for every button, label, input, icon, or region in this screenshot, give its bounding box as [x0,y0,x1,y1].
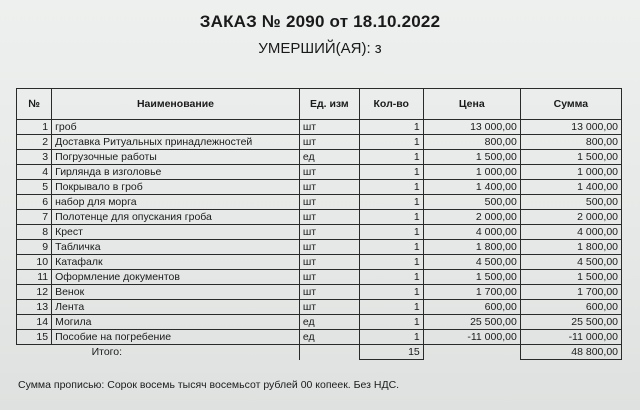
row-name: Крест [52,225,300,240]
order-title: ЗАКАЗ № 2090 от 18.10.2022 [199,12,441,31]
row-price: 1 000,00 [423,165,520,180]
row-quantity: 1 [359,210,423,225]
row-sum: 2 000,00 [520,210,621,225]
row-sum: 1 500,00 [520,150,621,165]
row-sum: 13 000,00 [520,120,621,135]
row-price: 1 800,00 [423,240,520,255]
row-name: Полотенце для опускания гроба [52,210,300,225]
table-row [17,270,622,285]
row-unit: шт [299,180,359,195]
table-row [17,180,622,195]
header-sum: Сумма [520,89,621,120]
row-sum: 800,00 [520,135,621,150]
total-quantity: 15 [359,345,423,360]
row-unit: шт [299,285,359,300]
row-price: 1 700,00 [423,285,520,300]
row-unit: шт [299,135,359,150]
table-row [17,300,622,315]
row-price: 1 500,00 [423,270,520,285]
row-number: 14 [17,315,52,330]
order-table [16,88,622,360]
row-price: 13 000,00 [423,120,520,135]
row-number: 4 [17,165,52,180]
table-row [17,150,622,165]
row-number: 5 [17,180,52,195]
row-name: Оформление документов [52,270,300,285]
row-unit: шт [299,255,359,270]
row-number: 10 [17,255,52,270]
row-number: 8 [17,225,52,240]
row-sum: 500,00 [520,195,621,210]
row-sum: 25 500,00 [520,315,621,330]
header-quantity: Кол-во [359,89,423,120]
row-quantity: 1 [359,225,423,240]
row-quantity: 1 [359,255,423,270]
row-unit: шт [299,225,359,240]
row-quantity: 1 [359,300,423,315]
row-name: гроб [52,120,300,135]
row-number: 3 [17,150,52,165]
row-sum: 4 000,00 [520,225,621,240]
row-sum: 1 700,00 [520,285,621,300]
row-number: 11 [17,270,52,285]
header-unit: Ед. изм [299,89,359,120]
total-sum: 48 800,00 [520,345,621,360]
row-unit: шт [299,120,359,135]
row-quantity: 1 [359,150,423,165]
row-price: 4 500,00 [423,255,520,270]
row-number: 9 [17,240,52,255]
row-number: 12 [17,285,52,300]
row-price: -11 000,00 [423,330,520,345]
row-unit: шт [299,210,359,225]
row-quantity: 1 [359,135,423,150]
row-quantity: 1 [359,240,423,255]
row-name: Пособие на погребение [52,330,300,345]
row-name: Доставка Ритуальных принадлежностей [52,135,300,150]
row-name: Могила [52,315,300,330]
row-sum: 1 400,00 [520,180,621,195]
row-name: Лента [52,300,300,315]
table-row [17,135,622,150]
table-row [17,225,622,240]
row-sum: 4 500,00 [520,255,621,270]
table-header-row [17,89,622,120]
total-row [17,345,622,360]
row-sum: -11 000,00 [520,330,621,345]
row-unit: ед [299,330,359,345]
row-price: 800,00 [423,135,520,150]
table-row [17,255,622,270]
table-row [17,165,622,180]
row-price: 600,00 [423,300,520,315]
row-price: 500,00 [423,195,520,210]
row-price: 2 000,00 [423,210,520,225]
row-quantity: 1 [359,285,423,300]
row-unit: ед [299,315,359,330]
row-unit: шт [299,240,359,255]
row-quantity: 1 [359,270,423,285]
row-quantity: 1 [359,330,423,345]
header-number: № [17,89,52,120]
header-price: Цена [423,89,520,120]
table-row [17,315,622,330]
row-number: 6 [17,195,52,210]
row-unit: шт [299,195,359,210]
row-quantity: 1 [359,165,423,180]
row-sum: 600,00 [520,300,621,315]
row-name: набор для морга [52,195,300,210]
row-price: 25 500,00 [423,315,520,330]
table-row [17,120,622,135]
row-quantity: 1 [359,195,423,210]
row-unit: шт [299,270,359,285]
table-row [17,195,622,210]
row-price: 1 500,00 [423,150,520,165]
deceased-line: УМЕРШИЙ(АЯ): з [258,40,382,57]
row-number: 15 [17,330,52,345]
table-row [17,330,622,345]
row-sum: 1 800,00 [520,240,621,255]
row-unit: ед [299,150,359,165]
header-name: Наименование [52,89,300,120]
row-name: Венок [52,285,300,300]
row-name: Гирлянда в изголовье [52,165,300,180]
row-price: 4 000,00 [423,225,520,240]
table-row [17,240,622,255]
row-unit: шт [299,165,359,180]
total-label: Итого: [52,345,300,360]
row-quantity: 1 [359,180,423,195]
row-unit: шт [299,300,359,315]
table-row [17,210,622,225]
table-row [17,285,622,300]
row-quantity: 1 [359,315,423,330]
row-number: 2 [17,135,52,150]
row-name: Катафалк [52,255,300,270]
row-number: 1 [17,120,52,135]
row-price: 1 400,00 [423,180,520,195]
row-number: 13 [17,300,52,315]
row-number: 7 [17,210,52,225]
row-name: Табличка [52,240,300,255]
amount-in-words: Сумма прописью: Сорок восемь тысяч восемьсот рублей 00 копеек. Без НДС. [18,379,400,391]
row-sum: 1 500,00 [520,270,621,285]
row-quantity: 1 [359,120,423,135]
row-sum: 1 000,00 [520,165,621,180]
row-name: Погрузочные работы [52,150,300,165]
row-name: Покрывало в гроб [52,180,300,195]
